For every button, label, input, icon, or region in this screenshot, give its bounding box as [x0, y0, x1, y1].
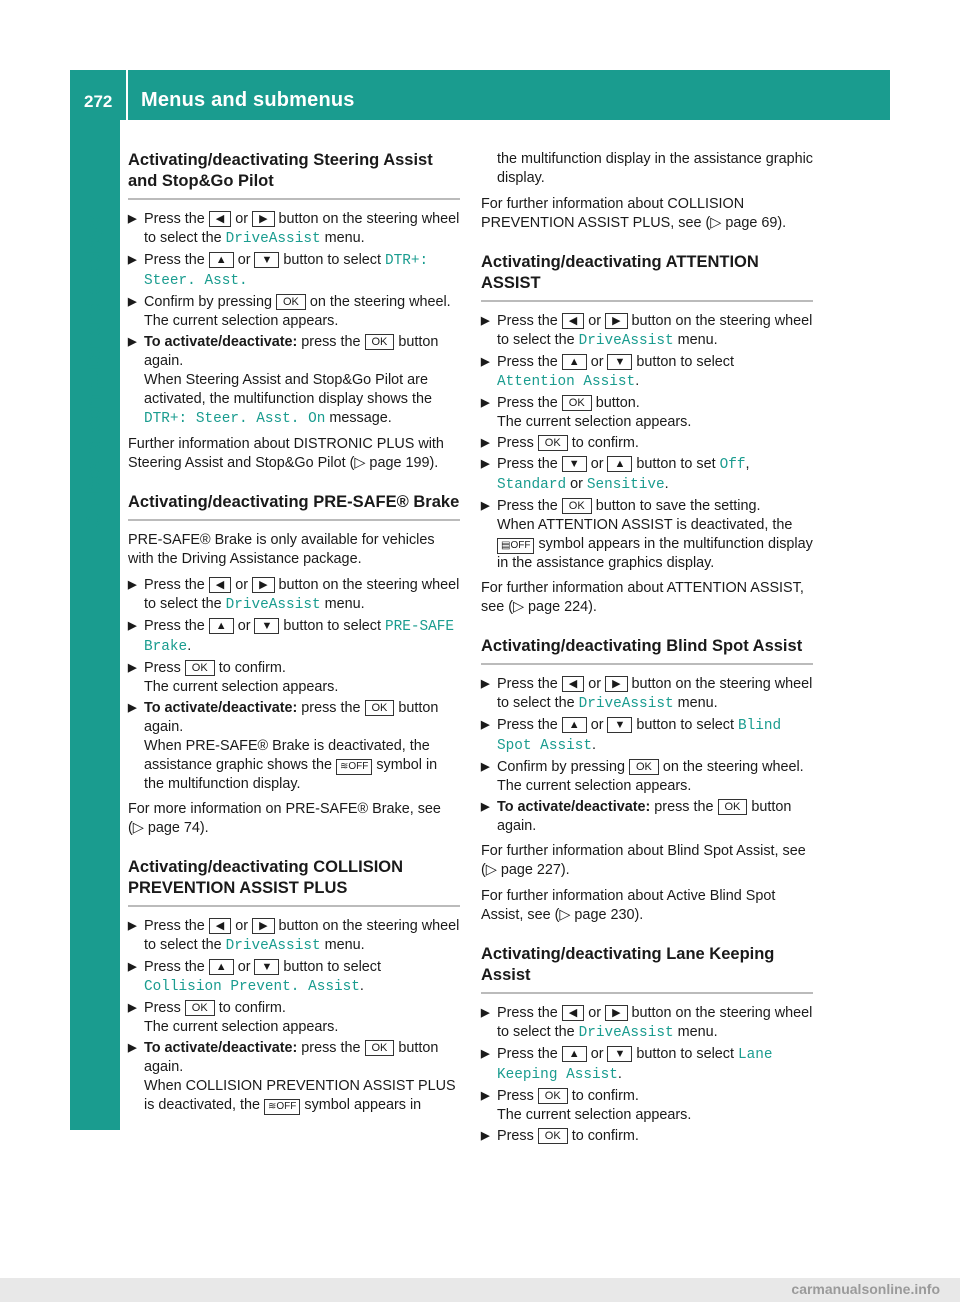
page-number: 272: [84, 92, 113, 111]
section-heading-presafe: Activating/deactivating PRE-SAFE® Brake: [128, 492, 460, 521]
section-heading-blind-spot: Activating/deactivating Blind Spot Assist: [481, 636, 813, 665]
attention-off-icon: ▤OFF: [497, 538, 534, 554]
step: ▶ Press the ◀ or ▶ button on the steering wheel to select the DriveAssist menu.: [128, 577, 460, 613]
right-arrow-key-icon: ▶: [605, 676, 627, 692]
step: ▶ Press OK to confirm. The current selection appears.: [481, 1088, 692, 1123]
step: ▶ Confirm by pressing OK on the steering wheel. The current selection appears.: [128, 294, 451, 329]
ok-key-icon: OK: [629, 759, 659, 775]
right-arrow-key-icon: ▶: [252, 918, 274, 934]
menu-item: Attention Assist: [497, 374, 636, 390]
step: ▶ Press the ▲ or ▼ button to select Lane Keeping Assist.: [481, 1046, 773, 1083]
step: ▶ Press the ▲ or ▼ button to select PRE-SAFE Brake.: [128, 618, 455, 655]
step: ▶ Press the ◀ or ▶ button on the steering wheel to select the DriveAssist menu.: [481, 676, 813, 712]
menu-item: PRE-SAFE Brake: [144, 619, 455, 655]
up-arrow-key-icon: ▲: [209, 618, 234, 634]
ok-key-icon: OK: [718, 799, 748, 815]
ok-key-icon: OK: [365, 700, 395, 716]
ok-key-icon: OK: [185, 660, 215, 676]
menu-item: DTR+: Steer. Asst.: [144, 253, 429, 289]
step: ▶ Press the ◀ or ▶ button on the steering wheel to select the DriveAssist menu.: [481, 1005, 813, 1041]
ok-key-icon: OK: [365, 334, 395, 350]
menu-name: DriveAssist: [225, 597, 321, 613]
display-message: DTR+: Steer. Asst. On: [144, 411, 326, 427]
up-arrow-key-icon: ▲: [562, 1046, 587, 1062]
ok-key-icon: OK: [185, 1000, 215, 1016]
step: ▶ Press the OK button. The current selection appears.: [481, 395, 692, 430]
note: For further information about Active Blind Spot Assist, see (▷ page 230).: [481, 888, 776, 923]
step: ▶ To activate/deactivate: press the OK button again. When Steering Assist and Stop&Go Pilot are activated, the multifunction display shows the DTR+: Steer. Asst. On message.: [128, 334, 439, 427]
up-arrow-key-icon: ▲: [209, 252, 234, 268]
ok-key-icon: OK: [365, 1040, 395, 1056]
right-arrow-key-icon: ▶: [605, 1005, 627, 1021]
option-sensitive: Sensitive: [586, 477, 665, 493]
ok-key-icon: OK: [276, 294, 306, 310]
step: ▶ Press OK to confirm. The current selection appears.: [128, 1000, 339, 1035]
side-section-label: On-board computer and displays: [83, 214, 105, 528]
section-heading-attention: Activating/deactivating ATTENTION ASSIST: [481, 252, 813, 302]
menu-item: Blind Spot Assist: [497, 718, 782, 754]
header-divider: [126, 70, 128, 120]
section-heading-collision: Activating/deactivating COLLISION PREVENTION ASSIST PLUS: [128, 857, 460, 907]
page-title: Menus and submenus: [141, 89, 355, 111]
down-arrow-key-icon: ▼: [562, 456, 587, 472]
left-arrow-key-icon: ◀: [209, 918, 231, 934]
footer-watermark: carmanualsonline.info: [791, 1281, 940, 1297]
left-arrow-key-icon: ◀: [209, 577, 231, 593]
down-arrow-key-icon: ▼: [607, 354, 632, 370]
step: ▶ Press the ▲ or ▼ button to select Collision Prevent. Assist.: [128, 959, 381, 995]
note: For more information on PRE-SAFE® Brake, see (▷ page 74).: [128, 801, 441, 836]
collision-off-icon: ≋OFF: [264, 1099, 300, 1115]
down-arrow-key-icon: ▼: [254, 959, 279, 975]
step: ▶ Press the ▼ or ▲ button to set Off, Standard or Sensitive.: [481, 456, 750, 493]
section-heading-lane-keeping: Activating/deactivating Lane Keeping Assist: [481, 944, 813, 994]
ok-key-icon: OK: [538, 435, 568, 451]
step: ▶ Press OK to confirm.: [481, 435, 639, 451]
down-arrow-key-icon: ▼: [254, 252, 279, 268]
menu-item: Lane Keeping Assist: [497, 1047, 773, 1083]
left-column: [128, 150, 460, 1117]
left-arrow-key-icon: ◀: [562, 313, 584, 329]
step: ▶ Press the ▲ or ▼ button to select Blind Spot Assist.: [481, 717, 782, 754]
continued-text: the multifunction display in the assistance graphic display.: [497, 151, 813, 186]
section-heading-steering: Activating/deactivating Steering Assist and Stop&Go Pilot: [128, 150, 460, 200]
down-arrow-key-icon: ▼: [607, 1046, 632, 1062]
ok-key-icon: OK: [538, 1088, 568, 1104]
up-arrow-key-icon: ▲: [562, 354, 587, 370]
up-arrow-key-icon: ▲: [607, 456, 632, 472]
up-arrow-key-icon: ▲: [562, 717, 587, 733]
option-off: Off: [719, 457, 746, 473]
option-standard: Standard: [497, 477, 567, 493]
menu-name: DriveAssist: [225, 231, 321, 247]
step: ▶ Press the OK button to save the setting. When ATTENTION ASSIST is deactivated, the ▤OFF symbol appears in the multifunction display in the assistance graphics display.: [481, 498, 813, 571]
step: ▶ Press the ◀ or ▶ button on the steering wheel to select the DriveAssist menu.: [481, 313, 813, 349]
ok-key-icon: OK: [538, 1128, 568, 1144]
menu-name: DriveAssist: [578, 333, 674, 349]
right-arrow-key-icon: ▶: [252, 211, 274, 227]
menu-name: DriveAssist: [578, 696, 674, 712]
intro: PRE-SAFE® Brake is only available for vehicles with the Driving Assistance package.: [128, 532, 435, 567]
down-arrow-key-icon: ▼: [254, 618, 279, 634]
note: For further information about ATTENTION ASSIST, see (▷ page 224).: [481, 580, 804, 615]
ok-key-icon: OK: [562, 498, 592, 514]
left-arrow-key-icon: ◀: [562, 676, 584, 692]
step: ▶ Press the ▲ or ▼ button to select DTR+: Steer. Asst.: [128, 252, 429, 289]
note: Further information about DISTRONIC PLUS with Steering Assist and Stop&Go Pilot (▷ page 199).: [128, 436, 444, 471]
up-arrow-key-icon: ▲: [209, 959, 234, 975]
step: ▶ To activate/deactivate: press the OK button again. When PRE-SAFE® Brake is deactivated, the assistance graphic shows the ≋OFF symbol in the multifunction display.: [128, 700, 439, 792]
step: ▶ Confirm by pressing OK on the steering wheel. The current selection appears.: [481, 759, 804, 794]
step: ▶ Press the ◀ or ▶ button on the steering wheel to select the DriveAssist menu.: [128, 918, 460, 954]
down-arrow-key-icon: ▼: [607, 717, 632, 733]
ok-key-icon: OK: [562, 395, 592, 411]
step: ▶ Press OK to confirm. The current selection appears.: [128, 660, 339, 695]
step: ▶ Press the ◀ or ▶ button on the steering wheel to select the DriveAssist menu.: [128, 211, 460, 247]
note: For further information about COLLISION PREVENTION ASSIST PLUS, see (▷ page 69).: [481, 196, 787, 231]
left-arrow-key-icon: ◀: [562, 1005, 584, 1021]
right-arrow-key-icon: ▶: [252, 577, 274, 593]
menu-name: DriveAssist: [225, 938, 321, 954]
presafe-off-icon: ≋OFF: [336, 759, 372, 775]
step: ▶ To activate/deactivate: press the OK button again. When COLLISION PREVENTION ASSIST PLUS is deactivated, the ≋OFF symbol appears in: [128, 1040, 456, 1113]
step: ▶ Press OK to confirm.: [481, 1128, 639, 1144]
menu-item: Collision Prevent. Assist: [144, 979, 360, 995]
left-arrow-key-icon: ◀: [209, 211, 231, 227]
menu-name: DriveAssist: [578, 1025, 674, 1041]
step: ▶ Press the ▲ or ▼ button to select Attention Assist.: [481, 354, 734, 390]
note: For further information about Blind Spot Assist, see (▷ page 227).: [481, 843, 806, 878]
right-arrow-key-icon: ▶: [605, 313, 627, 329]
step: ▶ To activate/deactivate: press the OK button again.: [481, 799, 792, 834]
right-column: [481, 150, 813, 1148]
